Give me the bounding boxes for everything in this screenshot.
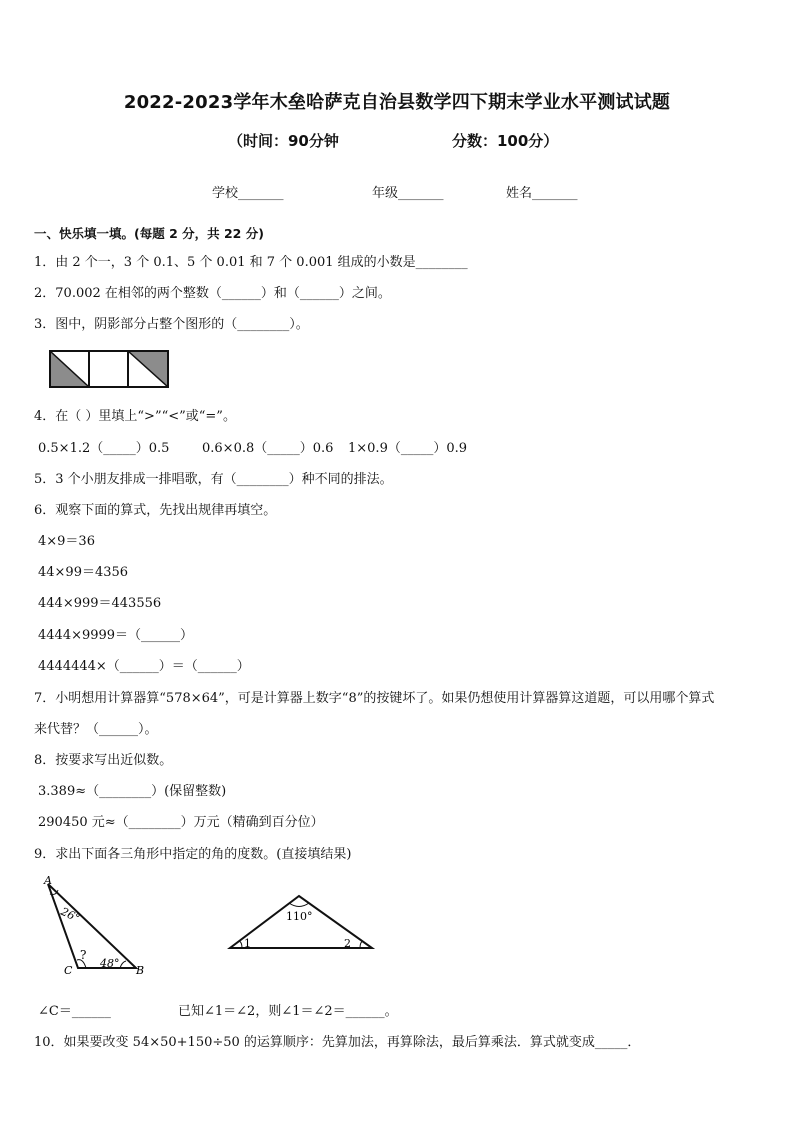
question-2: 2．70.002 在相邻的两个整数（______）和（______）之间。: [34, 286, 391, 301]
question-4c: 1×0.9（_____）0.9: [348, 441, 468, 456]
vertex-b-label: B: [136, 964, 145, 977]
unknown-angle-label: ?: [80, 948, 87, 962]
question-4b: 0.6×0.8（_____）0.6: [202, 441, 334, 456]
shaded-squares-figure: [48, 349, 170, 389]
question-4: 4．在（ ）里填上“>”“<”或“=”。: [34, 409, 236, 424]
time-limit: （时间：90分钟: [228, 132, 339, 150]
question-8b: 290450 元≈（________）万元（精确到百分位）: [38, 815, 324, 830]
angle-2-label: 2: [344, 937, 351, 950]
question-9b: 已知∠1＝∠2，则∠1＝∠2＝______。: [178, 1004, 398, 1019]
question-5: 5．3 个小朋友排成一排唱歌，有（________）种不同的排法。: [34, 472, 393, 487]
question-1: 1．由 2 个一，3 个 0.1、5 个 0.01 和 7 个 0.001 组成的小数是________: [34, 255, 468, 270]
section-heading: 一、快乐填一填。(每题 2 分，共 22 分): [34, 226, 264, 241]
angle-a-label: 26°: [58, 904, 82, 925]
angle-1-label: 1: [244, 937, 251, 950]
name-field: 姓名_______: [506, 186, 578, 201]
question-10: 10．如果要改变 54×50+150÷50 的运算顺序：先算加法，再算除法，最后算乘法．算式就变成_____．: [34, 1035, 641, 1050]
question-4a: 0.5×1.2（_____）0.5: [38, 441, 170, 456]
question-6b: 44×99＝4356: [38, 565, 129, 580]
angle-110-label: 110°: [286, 910, 313, 923]
question-8a: 3.389≈（________）(保留整数): [38, 784, 227, 799]
total-score: 分数：100分）: [452, 132, 559, 150]
vertex-c-label: C: [64, 964, 73, 977]
question-9a: ∠C＝______: [38, 1004, 111, 1019]
question-8: 8．按要求写出近似数。: [34, 753, 173, 768]
question-7-line1: 7．小明想用计算器算“578×64”，可是计算器上数字“8”的按键坏了。如果仍想使用计算器算这道题，可以用哪个算式: [34, 691, 715, 706]
right-triangle-figure: [36, 872, 156, 980]
vertex-a-label: A: [44, 874, 52, 887]
question-6a: 4×9＝36: [38, 534, 95, 549]
angle-b-label: 48°: [100, 957, 120, 970]
question-3: 3．图中，阴影部分占整个图形的（________）。: [34, 317, 309, 332]
obtuse-triangle-figure: [226, 890, 376, 952]
question-6e: 4444444×（______）＝（______）: [38, 659, 250, 674]
question-6c: 444×999＝443556: [38, 596, 162, 611]
question-7-line2: 来代替？（______）。: [34, 722, 158, 737]
page-title: 2022-2023学年木垒哈萨克自治县数学四下期末学业水平测试试题: [123, 92, 671, 113]
question-6d: 4444×9999＝（______）: [38, 628, 194, 643]
question-9: 9．求出下面各三角形中指定的角的度数。(直接填结果): [34, 847, 352, 862]
grade-field: 年级_______: [372, 186, 444, 201]
question-6: 6．观察下面的算式，先找出规律再填空。: [34, 503, 277, 518]
school-field: 学校_______: [212, 186, 284, 201]
